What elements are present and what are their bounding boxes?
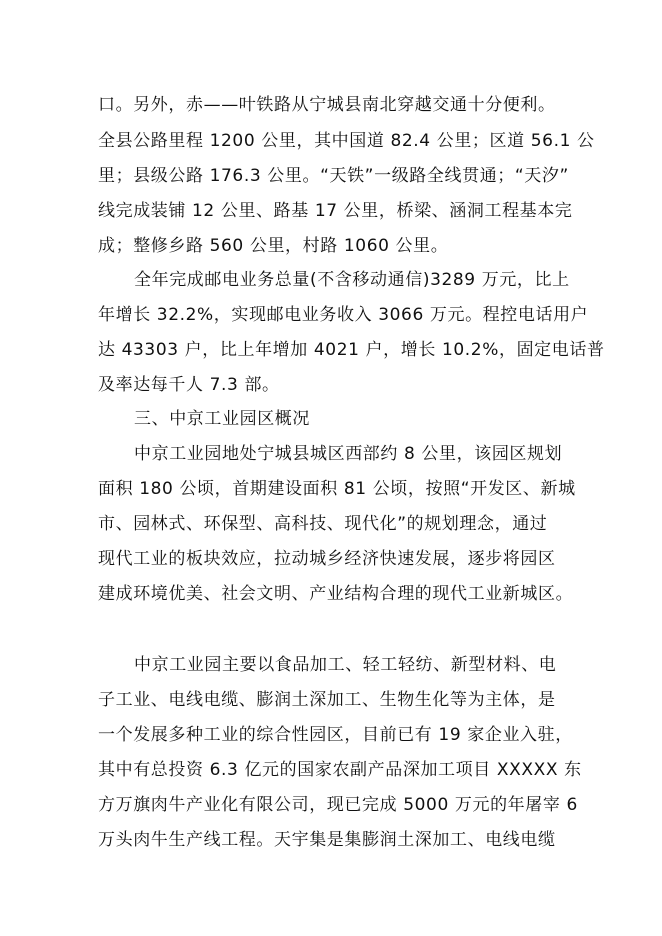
text-line: 一个发展多种工业的综合性园区，目前已有 19 家企业入驻，: [98, 725, 573, 745]
text-line: 里；县级公路 176.3 公里。“天铁”一级路全线贯通；“天汐”: [98, 166, 569, 186]
text-line: 口。另外，赤——叶铁路从宁城县南北穿越交通十分便利。: [98, 95, 556, 115]
text-line: 达 43303 户，比上年增加 4021 户，增长 10.2%，固定电话普: [98, 340, 605, 360]
text-line: 成；整修乡路 560 公里，村路 1060 公里。: [98, 236, 449, 256]
text-line: 面积 180 公顷，首期建设面积 81 公顷，按照“开发区、新城: [98, 479, 576, 499]
text-line: 市、园林式、环保型、高科技、现代化”的规划理念，通过: [98, 514, 548, 534]
text-line: 方万旗肉牛产业化有限公司，现已完成 5000 万元的年屠宰 6: [98, 795, 578, 815]
text-line: 中京工业园主要以食品加工、轻工轻纺、新型材料、电: [134, 655, 557, 675]
text-line: 及率达每千人 7.3 部。: [98, 375, 280, 395]
text-line: 年增长 32.2%，实现邮电业务收入 3066 万元。程控电话用户: [98, 305, 589, 325]
text-line: 现代工业的板块效应，拉动城乡经济快速发展，逐步将园区: [98, 549, 556, 569]
text-line: 中京工业园地处宁城县城区西部约 8 公里，该园区规划: [134, 444, 563, 464]
text-line: 建成环境优美、社会文明、产业结构合理的现代工业新城区。: [98, 584, 574, 604]
text-line: 线完成装铺 12 公里、路基 17 公里，桥梁、涵洞工程基本完: [98, 201, 573, 221]
text-line: 全年完成邮电业务总量(不含移动通信)3289 万元，比上: [134, 270, 570, 290]
text-line: 其中有总投资 6.3 亿元的国家农副产品深加工项目 XXXXX 东: [98, 760, 582, 780]
text-line: 全县公路里程 1200 公里，其中国道 82.4 公里；区道 56.1 公: [98, 131, 595, 151]
section-heading: 三、中京工业园区概况: [134, 409, 310, 429]
text-line: 万头肉牛生产线工程。天宇集是集膨润土深加工、电线电缆: [98, 830, 556, 850]
text-line: 子工业、电线电缆、膨润土深加工、生物生化等为主体，是: [98, 690, 556, 710]
